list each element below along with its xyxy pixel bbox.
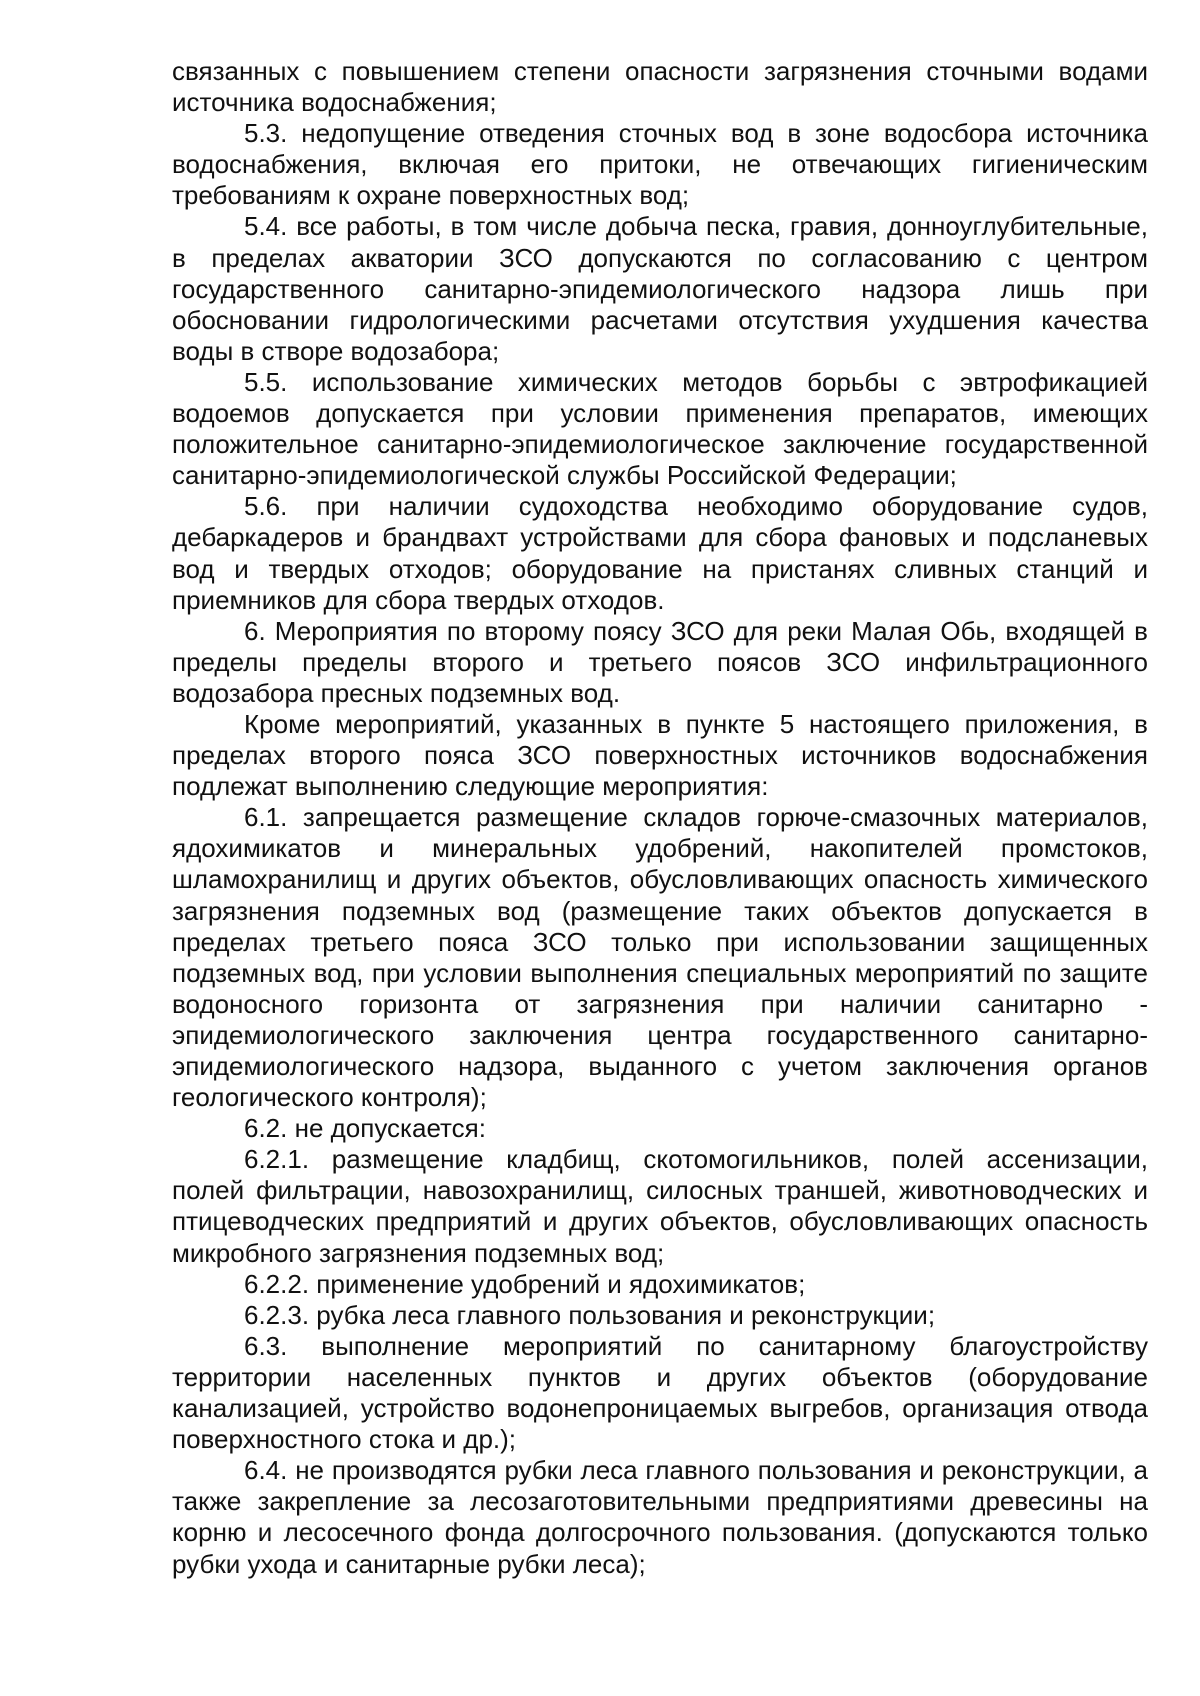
document-page (172, 56, 1148, 1580)
paragraph-6-3: 6.3. выполнение мероприятий по санитарному благоустройству территории населенных пунктов и других объектов (оборудование канализацией, устройство водонепроницаемых выгребов, организация отвода поверхностного стока и др.); (172, 1330, 1148, 1455)
paragraph-6: 6. Мероприятия по второму поясу ЗСО для реки Малая Обь, входящей в пределы пределы второго и третьего поясов ЗСО инфильтрационного водозабора пресных подземных вод. (172, 615, 1148, 708)
paragraph-6-2-1: 6.2.1. размещение кладбищ, скотомогильников, полей ассенизации, полей фильтрации, навозохранилищ, силосных траншей, животноводческих и птицеводческих предприятий и других объектов, обусловливающих опасность микробного загрязнения подземных вод; (172, 1144, 1148, 1268)
paragraph-6-4: 6.4. не производятся рубки леса главного пользования и реконструкции, а также закрепление за лесозаготовительными предприятиями древесины на корню и лесосечного фонда долгосрочного пользования. (допускаются только рубки ухода и санитарные рубки леса); (172, 1455, 1148, 1579)
paragraph-5-5: 5.5. использование химических методов борьбы с эвтрофикацией водоемов допускается при условии применения препаратов, имеющих положительное санитарно-эпидемиологическое заключение государственной санитарно-эпидемиологической службы Российской Федерации; (172, 366, 1148, 491)
paragraph-5-3: 5.3. недопущение отведения сточных вод в зоне водосбора источника водоснабжения, включая его притоки, не отвечающих гигиеническим требованиям к охране поверхностных вод; (172, 118, 1148, 211)
paragraph-6-1: 6.1. запрещается размещение складов горюче-смазочных материалов, ядохимикатов и минеральных удобрений, накопителей промстоков, шламохранилищ и других объектов, обусловливающих опасность химического загрязнения подземных вод (размещение таких объектов допускается в пределах третьего пояса ЗСО только при использовании защищенных подземных вод, при условии выполнения специальных мероприятий по защите водоносного горизонта от загрязнения при наличии санитарно - эпидемиологического заключения центра государственного санитарно-эпидемиологического надзора, выданного с учетом заключения органов геологического контроля); (172, 802, 1148, 1113)
paragraph-continuation: связанных с повышением степени опасности загрязнения сточными водами источника водоснабжения; (172, 56, 1148, 118)
paragraph-6-2: 6.2. не допускается: (244, 1113, 486, 1144)
paragraph-6-intro: Кроме мероприятий, указанных в пункте 5 настоящего приложения, в пределах второго пояса ЗСО поверхностных источников водоснабжения подлежат выполнению следующие мероприятия: (172, 708, 1148, 802)
paragraph-6-2-3: 6.2.3. рубка леса главного пользования и реконструкции; (244, 1299, 936, 1330)
paragraph-5-6: 5.6. при наличии судоходства необходимо оборудование судов, дебаркадеров и брандвахт устройствами для сбора фановых и подсланевых вод и твердых отходов; оборудование на пристанях сливных станций и приемников для сбора твердых отходов. (172, 491, 1148, 615)
paragraph-5-4: 5.4. все работы, в том числе добыча песка, гравия, донноуглубительные, в пределах акватории ЗСО допускаются по согласованию с центром государственного санитарно-эпидемиологического надзора лишь при обосновании гидрологическими расчетами отсутствия ухудшения качества воды в створе водозабора; (172, 211, 1148, 366)
paragraph-6-2-2: 6.2.2. применение удобрений и ядохимикатов; (244, 1268, 806, 1299)
